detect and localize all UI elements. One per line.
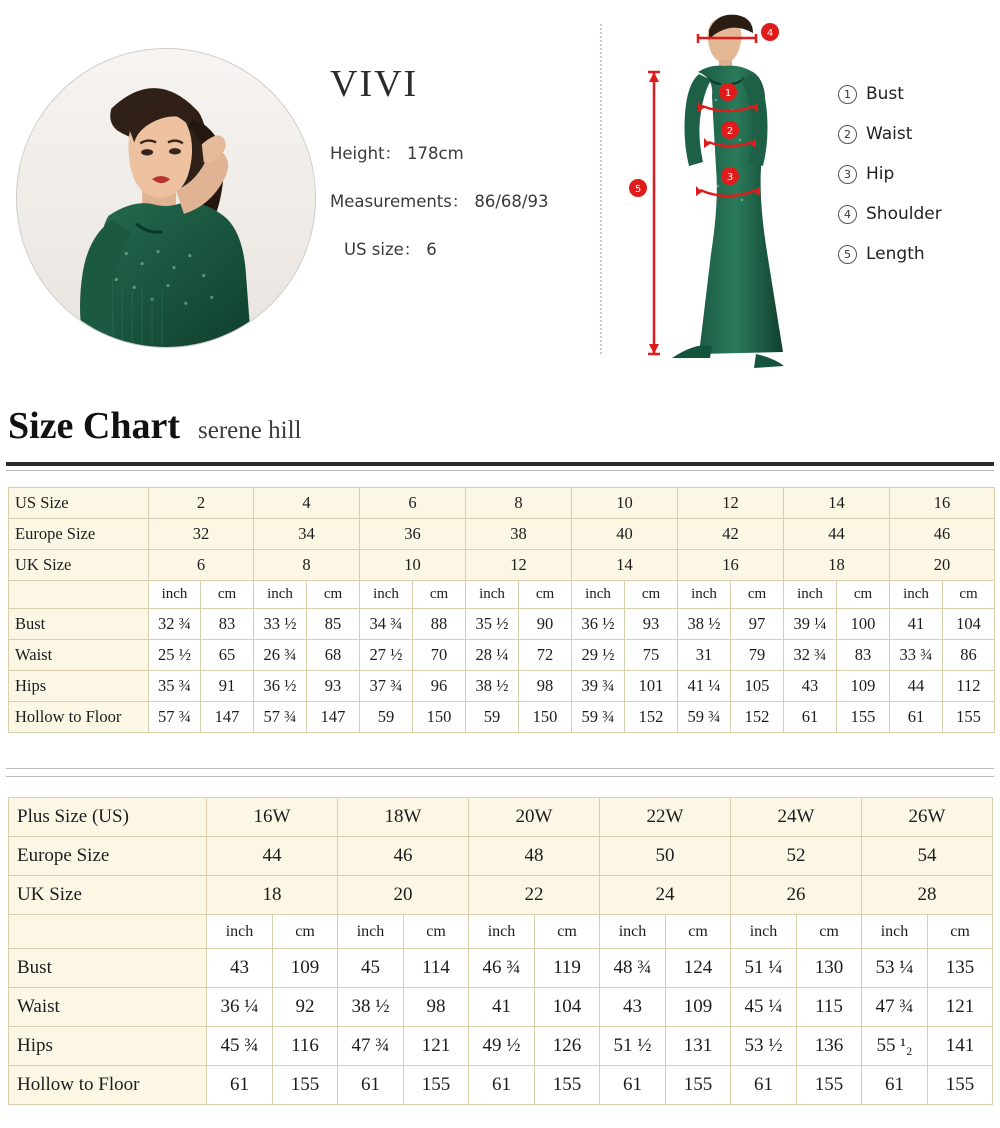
cell-eu-size-7: 46 (890, 519, 995, 550)
cell-eu-plus-3: 50 (600, 837, 731, 876)
model-measurements-value: 86/68/93 (474, 192, 549, 211)
cell-hips-plus-5: 126 (535, 1027, 600, 1066)
cell-htf-plus-6: 61 (600, 1066, 666, 1105)
cell-uk-size-7: 20 (890, 550, 995, 581)
legend-item-length (838, 244, 998, 264)
legend-label-hip: Hip (866, 164, 895, 184)
cell-hips-4: 37 ¾ (360, 671, 413, 702)
cell-plus-size-1: 18W (338, 798, 469, 837)
cell-hips-12: 43 (784, 671, 837, 702)
cell-uk-size-2: 10 (360, 550, 466, 581)
cell-bust-15: 104 (943, 609, 995, 640)
cell-hips-plus-1: 116 (273, 1027, 338, 1066)
cell-hips-14: 44 (890, 671, 943, 702)
cell-bust-plus-5: 119 (535, 949, 600, 988)
cell-us-size-3: 8 (466, 488, 572, 519)
legend-label-shoulder: Shoulder (866, 204, 942, 224)
vertical-divider (600, 24, 602, 354)
unit-cell: cm (307, 581, 360, 609)
cell-htf-5: 150 (413, 702, 466, 733)
table-row (9, 702, 995, 733)
cell-uk-plus-0: 18 (207, 876, 338, 915)
cell-htf-12: 61 (784, 702, 837, 733)
unit-cell: cm (404, 915, 469, 949)
cell-htf-2: 57 ¾ (254, 702, 307, 733)
cell-htf-plus-5: 155 (535, 1066, 600, 1105)
cell-waist-plus-2: 38 ½ (338, 988, 404, 1027)
unit-cell: cm (535, 915, 600, 949)
model-ussize-value: 6 (426, 240, 437, 259)
model-height-row (330, 140, 600, 164)
cell-waist-14: 33 ¾ (890, 640, 943, 671)
row-label-europe-size-plus: Europe Size (9, 837, 207, 876)
unit-cell: cm (928, 915, 993, 949)
standard-size-table-wrap (8, 487, 995, 733)
cell-htf-15: 155 (943, 702, 995, 733)
cell-waist-11: 79 (731, 640, 784, 671)
table-row (9, 671, 995, 702)
cell-bust-5: 88 (413, 609, 466, 640)
cell-waist-plus-1: 92 (273, 988, 338, 1027)
cell-htf-0: 57 ¾ (149, 702, 201, 733)
cell-eu-plus-1: 46 (338, 837, 469, 876)
section-divider-1 (6, 768, 994, 769)
cell-waist-plus-9: 115 (797, 988, 862, 1027)
cell-waist-8: 29 ½ (572, 640, 625, 671)
cell-bust-11: 97 (731, 609, 784, 640)
page-title: Size Chart (8, 405, 181, 447)
cell-bust-plus-3: 114 (404, 949, 469, 988)
table-row (9, 1027, 993, 1066)
cell-hips-9: 101 (625, 671, 678, 702)
cell-plus-size-0: 16W (207, 798, 338, 837)
cell-bust-plus-4: 46 ¾ (469, 949, 535, 988)
cell-eu-plus-2: 48 (469, 837, 600, 876)
legend-item-waist (838, 124, 998, 144)
unit-cell: inch (149, 581, 201, 609)
cell-hips-11: 105 (731, 671, 784, 702)
table-row (9, 519, 995, 550)
cell-waist-3: 68 (307, 640, 360, 671)
cell-hips-15: 112 (943, 671, 995, 702)
cell-waist-plus-6: 43 (600, 988, 666, 1027)
cell-uk-plus-4: 26 (731, 876, 862, 915)
cell-hips-0: 35 ¾ (149, 671, 201, 702)
cell-hips-plus-4: 49 ½ (469, 1027, 535, 1066)
brand-name: serene hill (198, 417, 302, 444)
cell-us-size-4: 10 (572, 488, 678, 519)
cell-hips-1: 91 (201, 671, 254, 702)
cell-waist-plus-4: 41 (469, 988, 535, 1027)
cell-uk-size-0: 6 (149, 550, 254, 581)
cell-htf-4: 59 (360, 702, 413, 733)
cell-waist-plus-5: 104 (535, 988, 600, 1027)
row-label-waist-plus: Waist (9, 988, 207, 1027)
cell-hips-10: 41 ¼ (678, 671, 731, 702)
cell-uk-size-4: 14 (572, 550, 678, 581)
row-label-bust: Bust (9, 609, 149, 640)
model-measurements-label: Measurements： (330, 192, 469, 211)
unit-cell: cm (201, 581, 254, 609)
row-label-plus-size: Plus Size (US) (9, 798, 207, 837)
cell-bust-14: 41 (890, 609, 943, 640)
section-divider-2 (6, 776, 994, 777)
cell-uk-plus-3: 24 (600, 876, 731, 915)
unit-cell: inch (600, 915, 666, 949)
cell-htf-plus-0: 61 (207, 1066, 273, 1105)
cell-hips-2: 36 ½ (254, 671, 307, 702)
model-info (330, 62, 600, 284)
table-row (9, 798, 993, 837)
table-row (9, 949, 993, 988)
cell-bust-13: 100 (837, 609, 890, 640)
cell-bust-plus-9: 130 (797, 949, 862, 988)
cell-bust-plus-1: 109 (273, 949, 338, 988)
unit-cell: cm (666, 915, 731, 949)
legend-number-icon: 4 (838, 205, 857, 224)
unit-cell: inch (360, 581, 413, 609)
table-row (9, 640, 995, 671)
cell-waist-4: 27 ½ (360, 640, 413, 671)
cell-eu-size-1: 34 (254, 519, 360, 550)
row-label-europe-size: Europe Size (9, 519, 149, 550)
model-height-label: Height： (330, 144, 402, 163)
cell-us-size-1: 4 (254, 488, 360, 519)
cell-hips-plus-10: 55 ¹₂ (862, 1027, 928, 1066)
cell-waist-6: 28 ¼ (466, 640, 519, 671)
standard-size-table (8, 487, 995, 733)
unit-cell: inch (338, 915, 404, 949)
cell-uk-plus-2: 22 (469, 876, 600, 915)
cell-htf-plus-9: 155 (797, 1066, 862, 1105)
cell-waist-5: 70 (413, 640, 466, 671)
cell-htf-3: 147 (307, 702, 360, 733)
cell-waist-plus-11: 121 (928, 988, 993, 1027)
cell-waist-plus-10: 47 ¾ (862, 988, 928, 1027)
cell-waist-9: 75 (625, 640, 678, 671)
cell-eu-size-6: 44 (784, 519, 890, 550)
table-row-units (9, 915, 993, 949)
svg-text:1: 1 (724, 88, 732, 99)
cell-bust-1: 83 (201, 609, 254, 640)
cell-us-size-7: 16 (890, 488, 995, 519)
cell-bust-0: 32 ¾ (149, 609, 201, 640)
cell-bust-4: 34 ¾ (360, 609, 413, 640)
cell-uk-size-1: 8 (254, 550, 360, 581)
cell-hips-plus-8: 53 ½ (731, 1027, 797, 1066)
header-section (0, 0, 1000, 382)
cell-hips-plus-11: 141 (928, 1027, 993, 1066)
cell-waist-12: 32 ¾ (784, 640, 837, 671)
cell-uk-plus-1: 20 (338, 876, 469, 915)
table-row (9, 609, 995, 640)
cell-bust-plus-7: 124 (666, 949, 731, 988)
size-chart-heading (8, 404, 301, 448)
model-photo-illustration (17, 49, 315, 347)
legend-label-bust: Bust (866, 84, 904, 104)
cell-hips-plus-3: 121 (404, 1027, 469, 1066)
table-row (9, 550, 995, 581)
cell-hips-7: 98 (519, 671, 572, 702)
row-label-hollow-to-floor-plus: Hollow to Floor (9, 1066, 207, 1105)
model-ussize-row (344, 236, 600, 260)
cell-bust-plus-11: 135 (928, 949, 993, 988)
unit-cell: cm (943, 581, 995, 609)
cell-plus-size-4: 24W (731, 798, 862, 837)
cell-htf-plus-8: 61 (731, 1066, 797, 1105)
row-label-units-plus (9, 915, 207, 949)
cell-us-size-2: 6 (360, 488, 466, 519)
table-row (9, 488, 995, 519)
cell-hips-13: 109 (837, 671, 890, 702)
cell-bust-plus-2: 45 (338, 949, 404, 988)
plus-size-table (8, 797, 993, 1105)
cell-plus-size-3: 22W (600, 798, 731, 837)
cell-waist-plus-7: 109 (666, 988, 731, 1027)
cell-hips-plus-2: 47 ¾ (338, 1027, 404, 1066)
svg-text:2: 2 (726, 126, 734, 137)
cell-eu-size-0: 32 (149, 519, 254, 550)
measurement-diagram (620, 10, 835, 370)
cell-uk-size-3: 12 (466, 550, 572, 581)
cell-bust-6: 35 ½ (466, 609, 519, 640)
cell-waist-13: 83 (837, 640, 890, 671)
cell-htf-plus-2: 61 (338, 1066, 404, 1105)
cell-bust-10: 38 ½ (678, 609, 731, 640)
table-row (9, 837, 993, 876)
unit-cell: cm (625, 581, 678, 609)
cell-waist-plus-8: 45 ¼ (731, 988, 797, 1027)
cell-htf-14: 61 (890, 702, 943, 733)
cell-htf-9: 152 (625, 702, 678, 733)
cell-hips-plus-7: 131 (666, 1027, 731, 1066)
title-divider (6, 462, 994, 466)
cell-uk-plus-5: 28 (862, 876, 993, 915)
cell-plus-size-2: 20W (469, 798, 600, 837)
cell-bust-plus-6: 48 ¾ (600, 949, 666, 988)
cell-bust-plus-10: 53 ¼ (862, 949, 928, 988)
cell-hips-plus-0: 45 ¾ (207, 1027, 273, 1066)
cell-uk-size-6: 18 (784, 550, 890, 581)
unit-cell: inch (731, 915, 797, 949)
cell-eu-size-2: 36 (360, 519, 466, 550)
cell-waist-plus-0: 36 ¼ (207, 988, 273, 1027)
cell-uk-size-5: 16 (678, 550, 784, 581)
unit-cell: inch (469, 915, 535, 949)
cell-waist-0: 25 ½ (149, 640, 201, 671)
cell-hips-6: 38 ½ (466, 671, 519, 702)
legend-item-shoulder (838, 204, 998, 224)
cell-htf-plus-11: 155 (928, 1066, 993, 1105)
cell-htf-plus-7: 155 (666, 1066, 731, 1105)
legend-label-length: Length (866, 244, 925, 264)
unit-cell: inch (862, 915, 928, 949)
cell-htf-11: 152 (731, 702, 784, 733)
legend-label-waist: Waist (866, 124, 913, 144)
legend-item-hip (838, 164, 998, 184)
row-label-hips-plus: Hips (9, 1027, 207, 1066)
svg-text:4: 4 (766, 28, 774, 39)
cell-hips-3: 93 (307, 671, 360, 702)
unit-cell: inch (784, 581, 837, 609)
unit-cell: cm (413, 581, 466, 609)
row-label-units (9, 581, 149, 609)
unit-cell: inch (207, 915, 273, 949)
cell-us-size-0: 2 (149, 488, 254, 519)
cell-hips-plus-6: 51 ½ (600, 1027, 666, 1066)
cell-bust-12: 39 ¼ (784, 609, 837, 640)
row-label-uk-size-plus: UK Size (9, 876, 207, 915)
row-label-hollow-to-floor: Hollow to Floor (9, 702, 149, 733)
cell-bust-2: 33 ½ (254, 609, 307, 640)
cell-waist-15: 86 (943, 640, 995, 671)
legend-item-bust (838, 84, 998, 104)
cell-waist-2: 26 ¾ (254, 640, 307, 671)
model-ussize-label: US size： (344, 240, 421, 259)
unit-cell: inch (466, 581, 519, 609)
row-label-waist: Waist (9, 640, 149, 671)
unit-cell: cm (519, 581, 572, 609)
cell-eu-plus-5: 54 (862, 837, 993, 876)
svg-text:3: 3 (726, 172, 734, 183)
cell-plus-size-5: 26W (862, 798, 993, 837)
cell-htf-10: 59 ¾ (678, 702, 731, 733)
cell-us-size-6: 14 (784, 488, 890, 519)
cell-waist-7: 72 (519, 640, 572, 671)
table-row (9, 988, 993, 1027)
title-divider-thin (6, 470, 994, 471)
row-label-us-size: US Size (9, 488, 149, 519)
cell-us-size-5: 12 (678, 488, 784, 519)
table-row-units (9, 581, 995, 609)
cell-htf-plus-1: 155 (273, 1066, 338, 1105)
cell-eu-size-4: 40 (572, 519, 678, 550)
unit-cell: inch (890, 581, 943, 609)
cell-htf-8: 59 ¾ (572, 702, 625, 733)
unit-cell: cm (797, 915, 862, 949)
unit-cell: cm (837, 581, 890, 609)
unit-cell: inch (572, 581, 625, 609)
model-name: VIVI (330, 63, 419, 105)
cell-htf-13: 155 (837, 702, 890, 733)
cell-bust-8: 36 ½ (572, 609, 625, 640)
unit-cell: cm (273, 915, 338, 949)
cell-htf-plus-10: 61 (862, 1066, 928, 1105)
row-label-bust-plus: Bust (9, 949, 207, 988)
unit-cell: inch (678, 581, 731, 609)
cell-hips-8: 39 ¾ (572, 671, 625, 702)
plus-size-table-wrap (8, 797, 993, 1105)
cell-waist-10: 31 (678, 640, 731, 671)
legend-number-icon: 2 (838, 125, 857, 144)
cell-htf-7: 150 (519, 702, 572, 733)
cell-htf-plus-3: 155 (404, 1066, 469, 1105)
svg-text:5: 5 (634, 184, 642, 195)
row-label-hips: Hips (9, 671, 149, 702)
cell-htf-1: 147 (201, 702, 254, 733)
cell-htf-plus-4: 61 (469, 1066, 535, 1105)
cell-waist-plus-3: 98 (404, 988, 469, 1027)
cell-bust-3: 85 (307, 609, 360, 640)
table-row (9, 1066, 993, 1105)
unit-cell: inch (254, 581, 307, 609)
cell-bust-9: 93 (625, 609, 678, 640)
cell-waist-1: 65 (201, 640, 254, 671)
cell-eu-plus-0: 44 (207, 837, 338, 876)
legend-number-icon: 5 (838, 245, 857, 264)
cell-bust-plus-8: 51 ¼ (731, 949, 797, 988)
dress-diagram-svg (620, 10, 835, 370)
cell-hips-5: 96 (413, 671, 466, 702)
row-label-uk-size: UK Size (9, 550, 149, 581)
measurement-legend (838, 84, 998, 284)
cell-eu-size-3: 38 (466, 519, 572, 550)
table-row (9, 876, 993, 915)
unit-cell: cm (731, 581, 784, 609)
cell-bust-plus-0: 43 (207, 949, 273, 988)
cell-htf-6: 59 (466, 702, 519, 733)
model-photo (16, 48, 316, 348)
cell-hips-plus-9: 136 (797, 1027, 862, 1066)
model-measurements-row (330, 188, 600, 212)
model-height-value: 178cm (407, 144, 464, 163)
cell-eu-size-5: 42 (678, 519, 784, 550)
cell-bust-7: 90 (519, 609, 572, 640)
legend-number-icon: 1 (838, 85, 857, 104)
legend-number-icon: 3 (838, 165, 857, 184)
cell-eu-plus-4: 52 (731, 837, 862, 876)
